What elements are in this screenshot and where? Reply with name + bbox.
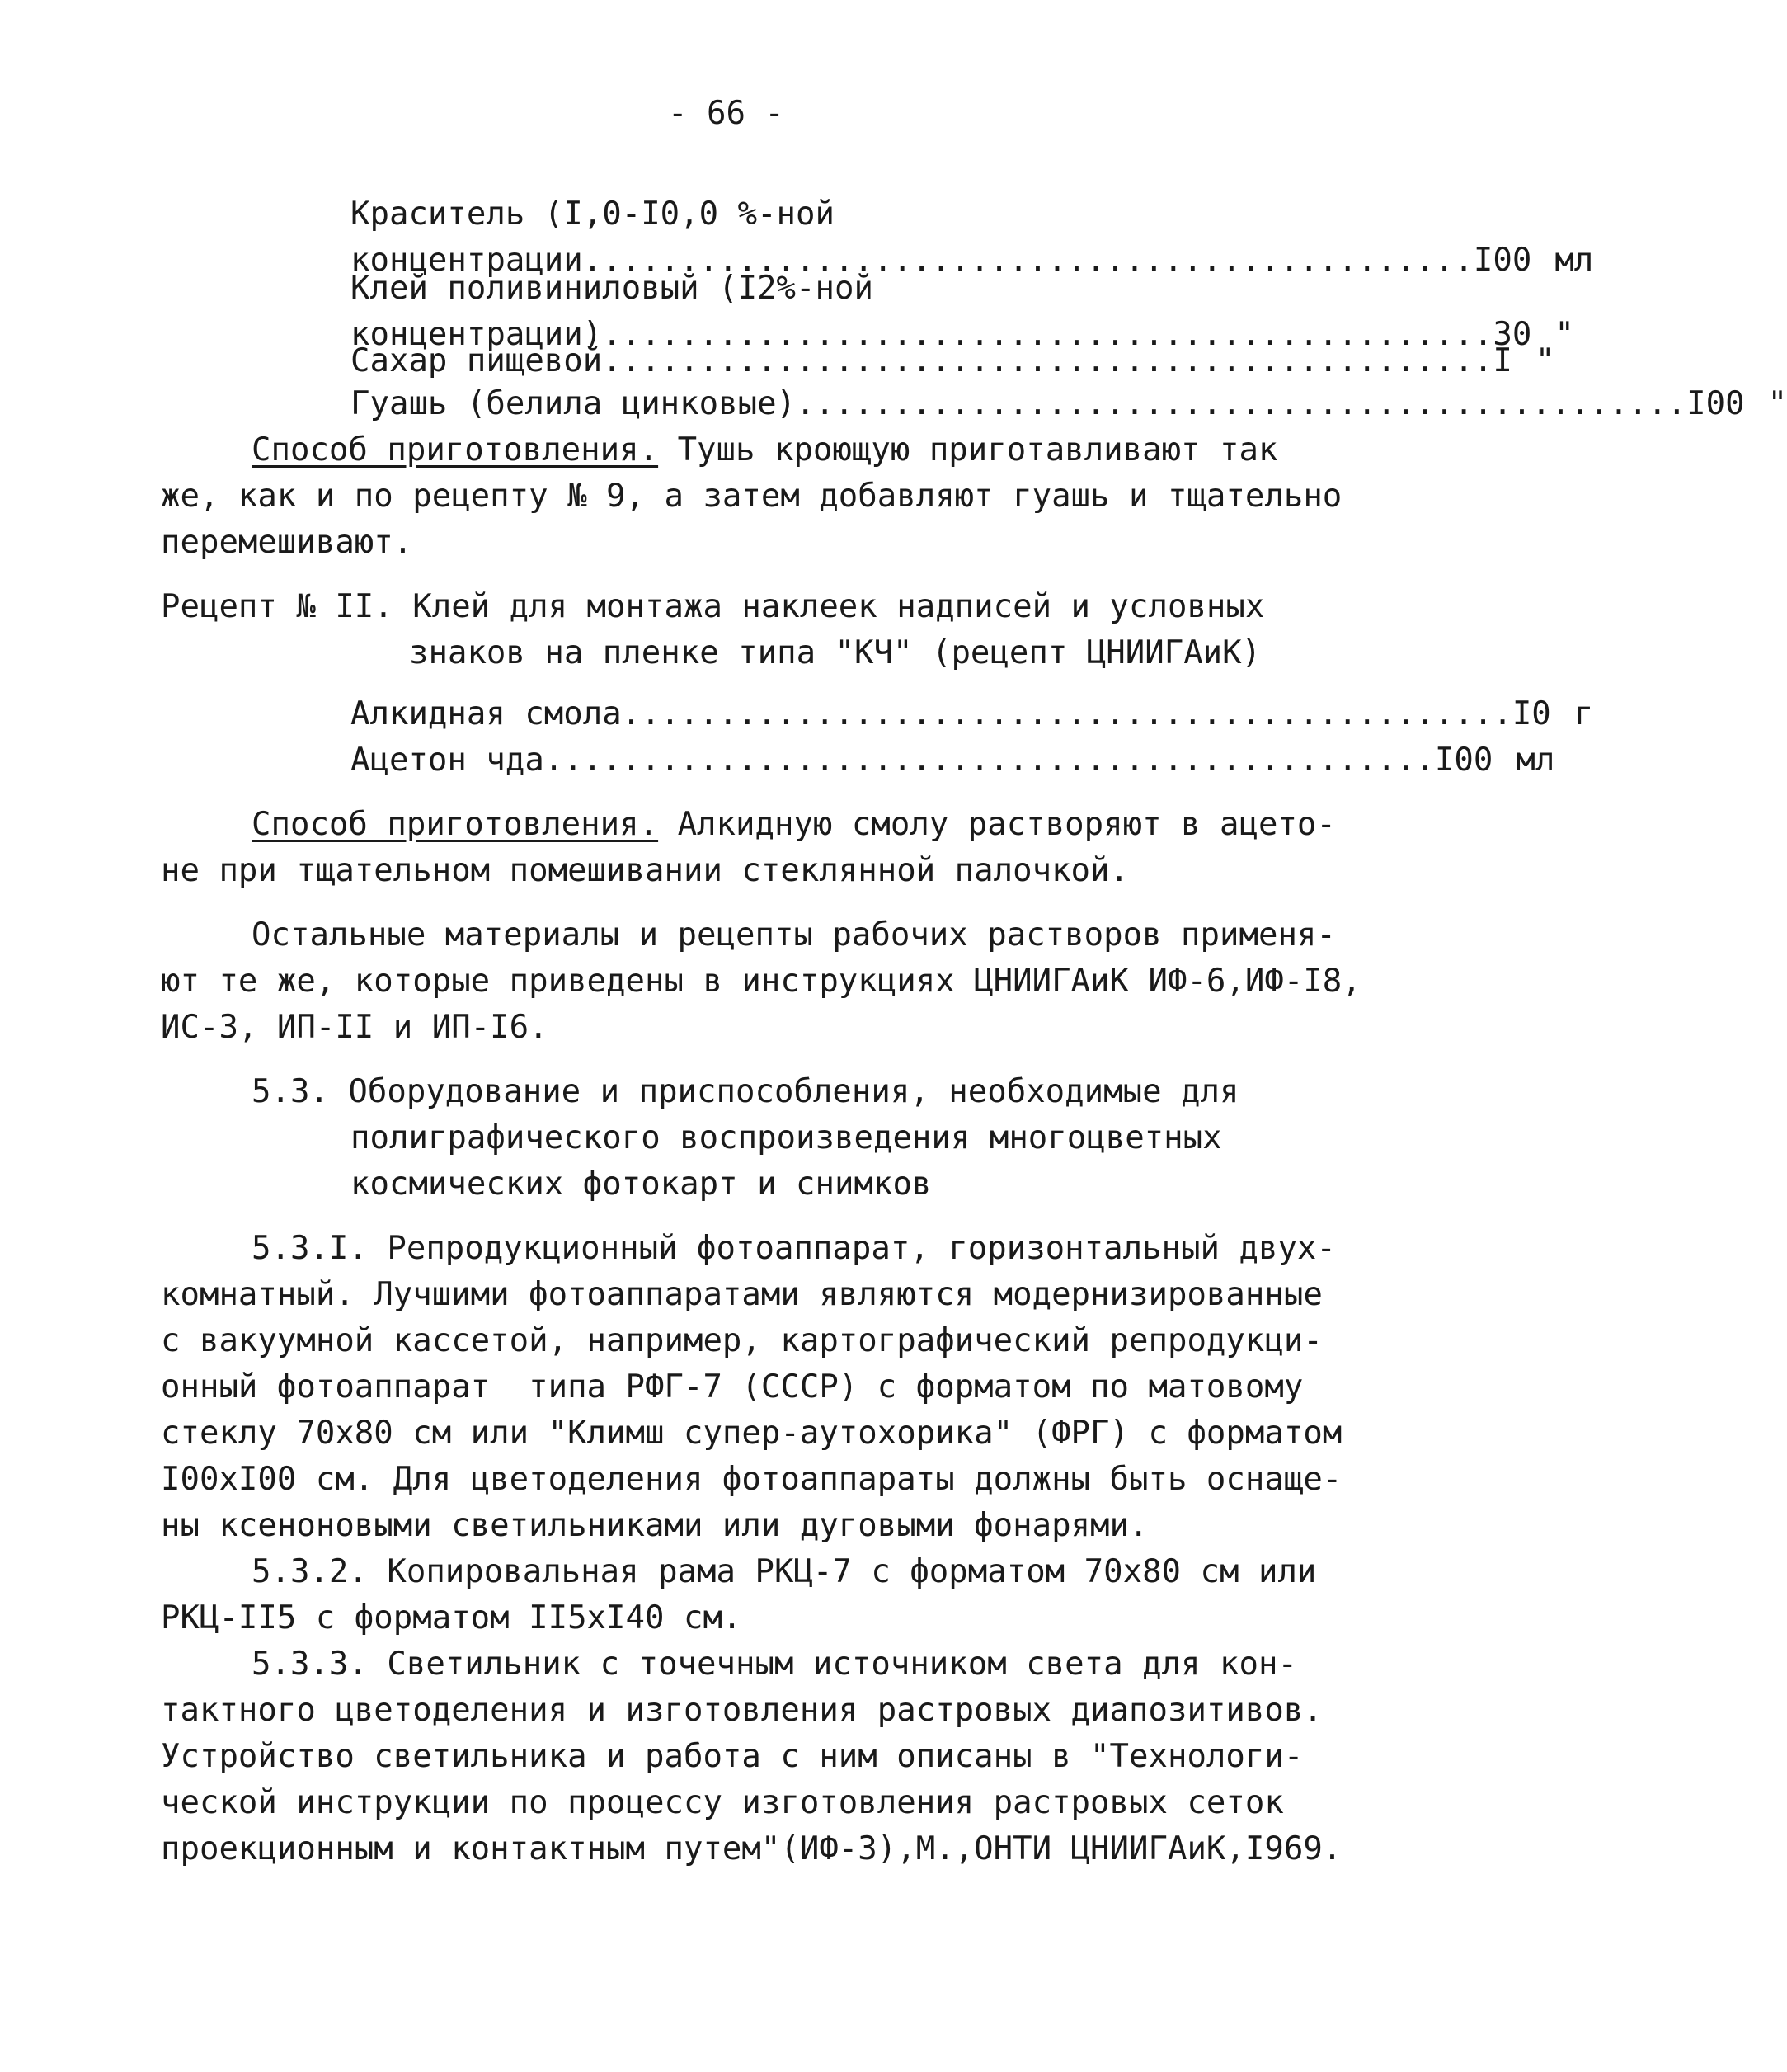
ingredient-unit: мл [1516, 742, 1555, 779]
method-label: Способ приготовления. [252, 431, 659, 469]
paragraph-line: ют те же, которые приведены в инструкциях ЦНИИГАиК ИФ-6,ИФ-I8, [161, 963, 1361, 1000]
ingredient-item [350, 338, 1555, 384]
method-label: Способ приготовления. [252, 806, 659, 843]
ingredient-unit: г [1573, 695, 1594, 732]
item-line: 5.3.I. Репродукционный фотоаппарат, горизонтальный двух- [252, 1230, 1336, 1267]
leader-dots: .............................................. [543, 742, 1435, 779]
recipe-title-cont: знаков на пленке типа "КЧ" (рецепт ЦНИИГАиК) [409, 634, 1262, 671]
item-line: стеклу 70x80 см или "Климш супер-аутохорика" (ФРГ) с форматом [161, 1415, 1343, 1452]
method-text: Тушь кроющую приготавливают так [658, 431, 1278, 469]
ingredient-item [350, 381, 1787, 427]
section-heading-cont: космических фотокарт и снимков [350, 1166, 932, 1203]
leader-dots: .............................................. [796, 385, 1687, 422]
ingredient-name: концентрации [350, 242, 583, 279]
ingredient-unit: " [1535, 342, 1555, 379]
item-line: 5.3.3. Светильник с точечным источником света для кон- [252, 1646, 1297, 1683]
method-text-line: же, как и по рецепту № 9, а затем добавляют гуашь и тщательно [161, 478, 1343, 515]
item-line: ны ксеноновыми светильниками или дуговыми фонарями. [161, 1507, 1149, 1544]
leader-dots: .............................................. [602, 342, 1493, 379]
leader-dots: .............................................. [602, 316, 1493, 353]
ingredient-name: Сахар пищевой [350, 342, 603, 379]
item-line: РКЦ-II5 с форматом II5xI40 см. [161, 1599, 742, 1636]
ingredient-name: концентрации) [350, 316, 603, 353]
ingredient-item [350, 737, 1555, 784]
ingredient-unit: " [1767, 385, 1787, 422]
item-line: онный фотоаппарат типа РФГ-7 (СССР) с форматом по матовому [161, 1368, 1304, 1406]
section-heading: 5.3. Оборудование и приспособления, необходимые для [252, 1073, 1239, 1110]
page-number: - 66 - [668, 95, 784, 132]
item-line: проекционным и контактным путем"(ИФ-3),М.,ОНТИ ЦНИИГАиК,I969. [161, 1830, 1343, 1867]
ingredient-line1: Краситель (I,0-I0,0 %-ной [350, 195, 835, 233]
ingredient-name: Ацетон чда [350, 742, 544, 779]
paragraph-line: ИС-3, ИП-II и ИП-I6. [161, 1009, 548, 1046]
item-line: I00xI00 см. Для цветоделения фотоаппараты должны быть оснаще- [161, 1461, 1343, 1498]
ingredient-amount: 30 [1493, 316, 1532, 353]
method-paragraph-line [252, 427, 1277, 473]
ingredient-amount: I00 [1473, 242, 1532, 279]
ingredient-amount: I [1493, 342, 1512, 379]
ingredient-amount: I00 [1434, 742, 1493, 779]
leader-dots: .............................................. [621, 695, 1512, 732]
recipe-title: Рецепт № II. Клей для монтажа наклеек надписей и условных [161, 588, 1265, 625]
paragraph-line: Остальные материалы и рецепты рабочих растворов применя- [252, 916, 1336, 954]
section-heading-cont: полиграфического воспроизведения многоцветных [350, 1119, 1222, 1156]
ingredient-line1: Клей поливиниловый (I2%-ной [350, 270, 873, 307]
ingredient-name: Гуашь (белила цинковые) [350, 385, 797, 422]
ingredient-amount: I00 [1686, 385, 1745, 422]
method-paragraph-line [252, 802, 1336, 848]
item-line: ческой инструкции по процессу изготовления растровых сеток [161, 1784, 1284, 1821]
method-text-line: не при тщательном помешивании стеклянной палочкой. [161, 852, 1129, 889]
ingredient-name: Алкидная смола [350, 695, 622, 732]
method-text: Алкидную смолу растворяют в ацето- [658, 806, 1336, 843]
ingredient-unit: " [1554, 316, 1574, 353]
ingredient-item [350, 691, 1594, 737]
method-text-line: перемешивают. [161, 524, 413, 561]
item-line: с вакуумной кассетой, например, картографический репродукци- [161, 1322, 1323, 1359]
ingredient-amount: I0 [1512, 695, 1551, 732]
item-line: Устройство светильника и работа с ним описаны в "Технологи- [161, 1738, 1304, 1775]
item-line: комнатный. Лучшими фотоаппаратами являются модернизированные [161, 1276, 1323, 1313]
ingredient-unit: мл [1554, 242, 1594, 279]
item-line: 5.3.2. Копировальная рама РКЦ-7 с форматом 70x80 см или [252, 1553, 1317, 1590]
leader-dots: .............................................. [582, 242, 1474, 279]
item-line: тактного цветоделения и изготовления растровых диапозитивов. [161, 1692, 1323, 1729]
